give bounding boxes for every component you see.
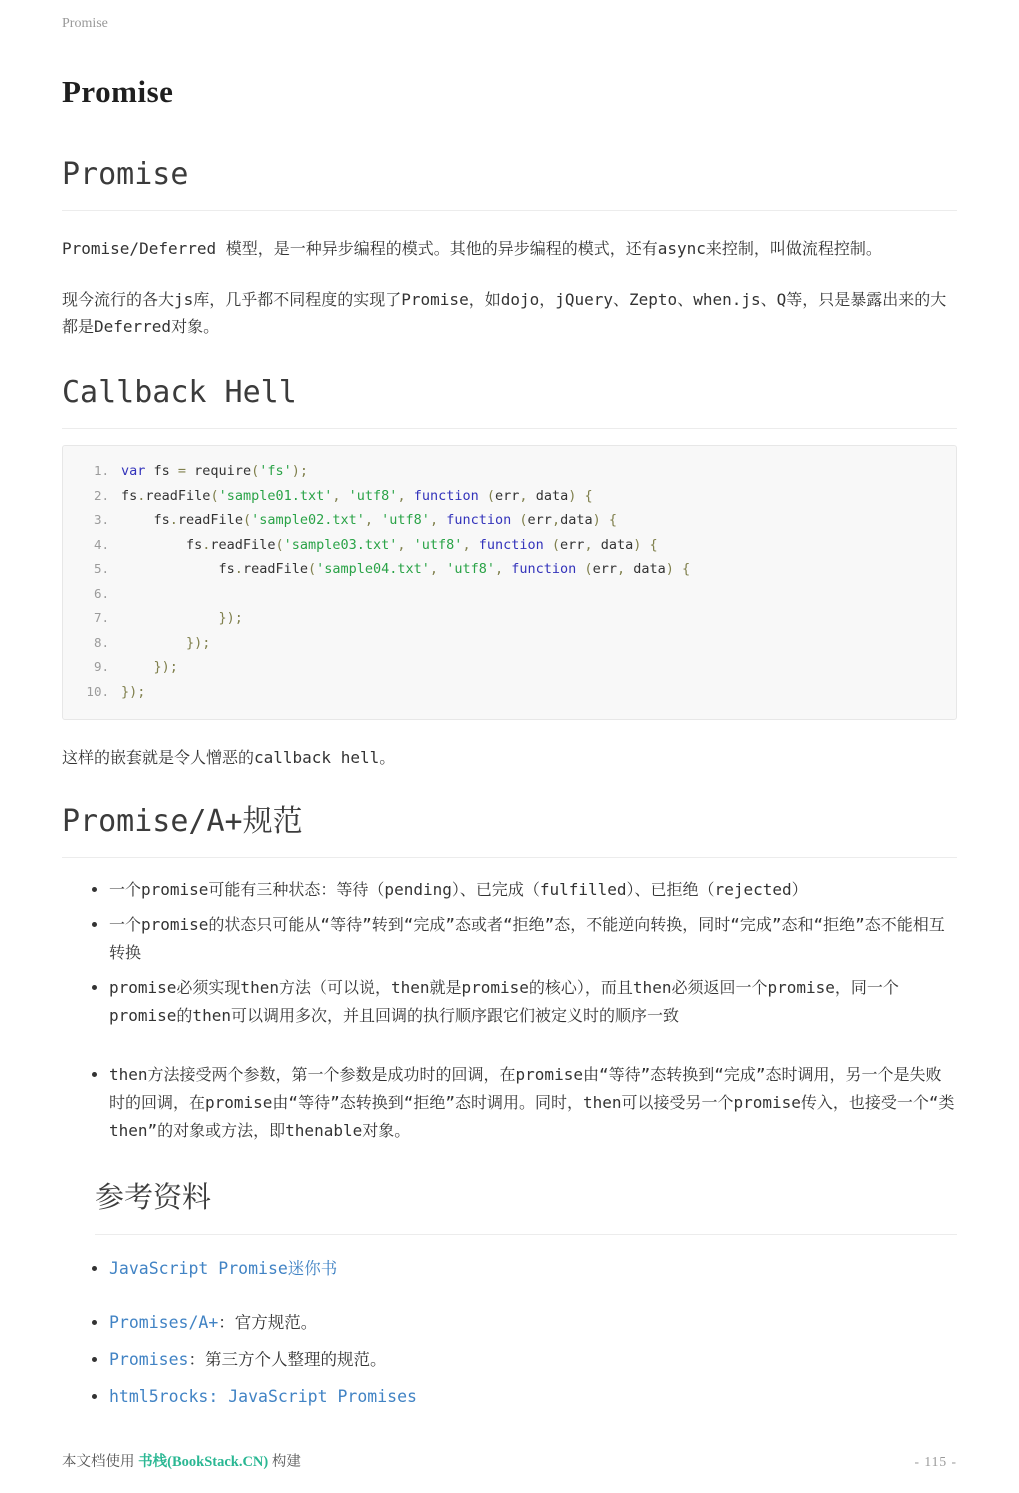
line-number: 2. xyxy=(93,487,109,503)
reference-list-item xyxy=(109,1309,957,1336)
code-text: fs.readFile('sample03.txt', 'utf8', function (err, data) { xyxy=(121,536,658,553)
section-heading-callback-hell: Callback Hell xyxy=(62,374,957,429)
line-number: 1. xyxy=(93,463,109,478)
code-line xyxy=(79,582,940,607)
code-text: }); xyxy=(121,683,146,700)
reference-description: ：官方规范。 xyxy=(218,1313,318,1332)
line-number: 9. xyxy=(93,659,109,674)
code-block-lines xyxy=(79,459,940,704)
footer-note-suffix: 构建 xyxy=(268,1454,301,1470)
code-line xyxy=(79,655,940,680)
reference-link[interactable]: Promises xyxy=(109,1350,189,1369)
reference-link[interactable]: html5rocks: JavaScript Promises xyxy=(109,1387,417,1406)
intro-paragraph-2: 现今流行的各大js库，几乎都不同程度的实现了Promise，如dojo，jQuery、Zepto、when.js、Q等，只是暴露出来的大都是Deferred对象。 xyxy=(62,290,947,336)
reference-link-list xyxy=(62,1255,957,1410)
page-title: Promise xyxy=(62,74,174,109)
footer-note xyxy=(62,1450,301,1471)
code-text: }); xyxy=(186,634,211,651)
reference-link[interactable]: JavaScript Promise迷你书 xyxy=(109,1259,338,1278)
line-number: 5. xyxy=(93,561,109,576)
code-text: fs.readFile('sample01.txt', 'utf8', function (err, data) { xyxy=(121,487,593,504)
page-number: - 115 - xyxy=(914,1454,957,1469)
callback-hell-note: 这样的嵌套就是令人憎恶的callback hell。 xyxy=(62,748,396,767)
code-text xyxy=(121,586,129,602)
bookstack-brand-link[interactable]: 书栈(BookStack.CN) xyxy=(138,1454,269,1470)
line-number: 10. xyxy=(86,683,109,699)
spec-bullet-item: • 一个promise可能有三种状态：等待（pending）、已完成（fulfilled）、已拒绝（rejected） xyxy=(109,876,957,904)
code-line xyxy=(79,533,940,558)
line-number: 3. xyxy=(93,512,109,527)
spec-bullet-item: • promise必须实现then方法（可以说，then就是promise的核心），而且then必须返回一个promise，同一个promise的then可以调用多次，并且回调的执行顺序跟它们被定义时的顺序一致 xyxy=(109,974,957,1030)
footer-note-prefix: 本文档使用 xyxy=(62,1454,139,1470)
spec-bullet-item: • 一个promise的状态只可能从“等待”转到“完成”态或者“拒绝”态，不能逆向转换，同时“完成”态和“拒绝”态不能相互转换 xyxy=(109,911,957,967)
code-text: }); xyxy=(153,659,178,675)
code-line xyxy=(79,459,940,484)
spec-bullet-item: • then方法接受两个参数，第一个参数是成功时的回调，在promise由“等待”态转换到“完成”态时调用，另一个是失败时的回调，在promise由“等待”态转换到“拒绝”态时调用。同时，then可以接受另一个promise传入，也接受一个“类then”的对象或方法，即thenable对象。 xyxy=(109,1061,957,1145)
reference-list-item xyxy=(109,1383,957,1410)
code-line xyxy=(79,484,940,509)
code-line xyxy=(79,508,940,533)
line-number: 4. xyxy=(93,536,109,552)
section-heading-promise: Promise xyxy=(62,156,957,211)
spec-bullet-list xyxy=(62,876,957,1145)
section-heading-promise-a-plus-spec: Promise/A+规范 xyxy=(62,803,957,858)
line-number: 6. xyxy=(93,585,109,601)
code-text: var fs = require('fs'); xyxy=(121,463,308,479)
intro-paragraph-1: Promise/Deferred 模型，是一种异步编程的模式。其他的异步编程的模式，还有async来控制，叫做流程控制。 xyxy=(62,239,882,258)
code-text: fs.readFile('sample04.txt', 'utf8', function (err, data) { xyxy=(121,561,691,577)
code-text: }); xyxy=(218,610,243,626)
reference-link[interactable]: Promises/A+ xyxy=(109,1313,219,1332)
reference-list-item xyxy=(109,1346,957,1373)
breadcrumb: Promise xyxy=(62,16,108,31)
section-heading-references: 参考资料 xyxy=(95,1179,957,1235)
line-number: 7. xyxy=(93,610,109,625)
reference-description: ：第三方个人整理的规范。 xyxy=(188,1350,387,1369)
page-footer xyxy=(62,1410,957,1471)
code-line xyxy=(79,680,940,705)
code-text: fs.readFile('sample02.txt', 'utf8', function (err,data) { xyxy=(121,512,618,528)
code-line xyxy=(79,631,940,656)
code-line xyxy=(79,557,940,582)
line-number: 8. xyxy=(93,634,109,650)
reference-list-item xyxy=(109,1255,957,1282)
code-block xyxy=(62,445,957,720)
code-line xyxy=(79,606,940,631)
